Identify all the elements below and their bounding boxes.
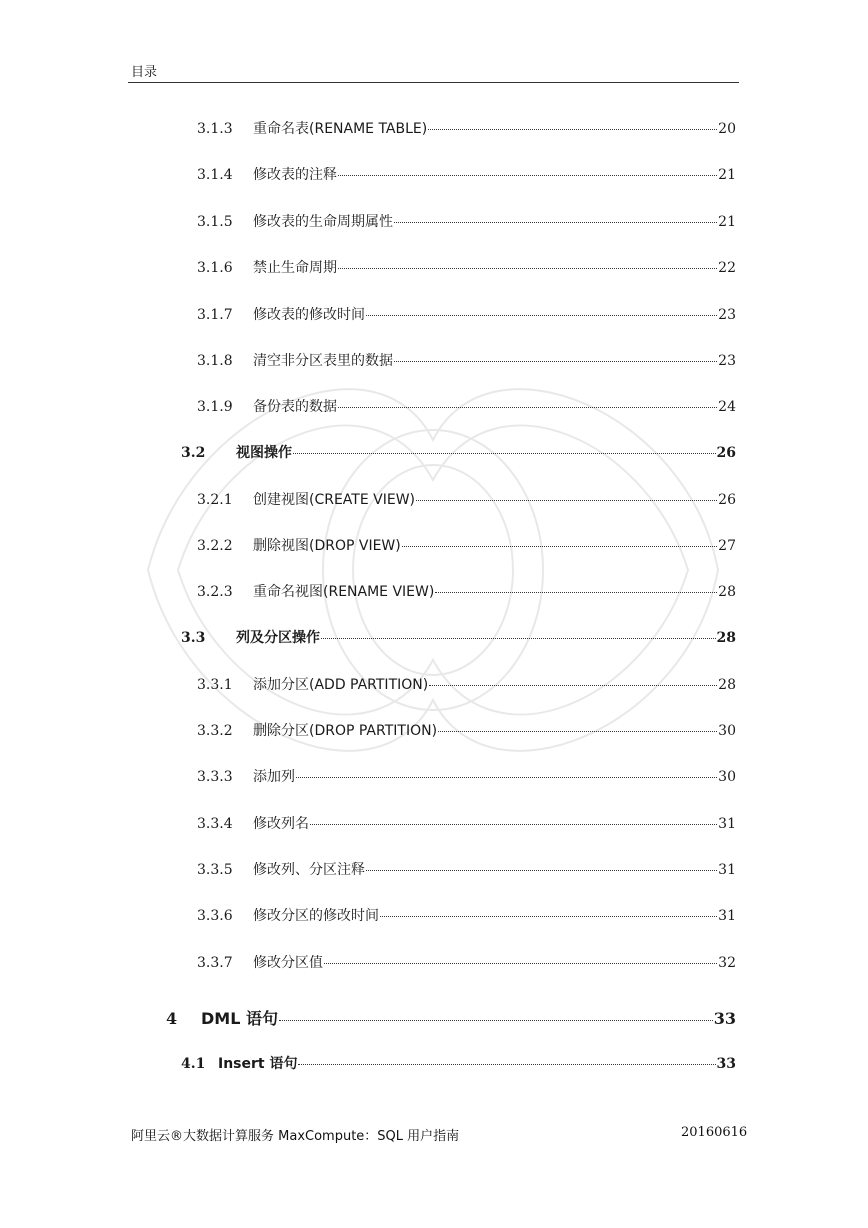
toc-entry-title: 添加列 (253, 769, 295, 785)
toc-dot-leader (429, 685, 717, 686)
toc-entry[interactable] (181, 442, 736, 462)
toc-entry-page: 28 (716, 630, 736, 646)
toc-entry-number: 3.1.7 (197, 307, 233, 323)
toc-entry-title: 添加分区(ADD PARTITION) (253, 677, 429, 693)
toc-entry[interactable] (197, 581, 736, 601)
toc-entry-page: 28 (718, 677, 736, 693)
toc-entry-page: 23 (718, 307, 736, 323)
page-header-title: 目录 (131, 65, 158, 80)
toc-entry-title: 修改表的生命周期属性 (253, 214, 393, 230)
toc-entry-number: 3.3.7 (197, 955, 233, 971)
toc-entry[interactable] (197, 952, 736, 972)
toc-entry-number: 3.1.4 (197, 167, 233, 183)
toc-entry-title: 创建视图(CREATE VIEW) (253, 492, 416, 508)
toc-entry-title: 修改分区的修改时间 (253, 908, 379, 924)
toc-entry-number: 3.3.1 (197, 677, 233, 693)
toc-entry[interactable] (166, 1006, 736, 1029)
header-divider (128, 82, 739, 83)
toc-entry[interactable] (181, 627, 736, 647)
toc-dot-leader (366, 870, 717, 871)
toc-entry-title: 清空非分区表里的数据 (253, 353, 393, 369)
toc-dot-leader (324, 963, 717, 964)
toc-entry-number: 3.1.8 (197, 353, 233, 369)
toc-entry[interactable] (197, 720, 736, 740)
toc-entry-page: 26 (716, 445, 736, 461)
toc-entry[interactable] (197, 164, 736, 184)
toc-dot-leader (310, 824, 717, 825)
toc-entry-number: 4 (166, 1009, 178, 1028)
toc-dot-leader (416, 500, 717, 501)
toc-entry-page: 31 (718, 816, 736, 832)
toc-entry-page: 32 (718, 955, 736, 971)
toc-entry-number: 3.3.5 (197, 862, 233, 878)
toc-entry-page: 28 (718, 584, 736, 600)
toc-entry-page: 21 (718, 167, 736, 183)
toc-entry-page: 24 (718, 399, 736, 415)
footer-date: 20160616 (681, 1125, 748, 1140)
toc-entry-title: 删除分区(DROP PARTITION) (253, 723, 438, 739)
toc-entry[interactable] (197, 813, 736, 833)
toc-entry-number: 3.1.3 (197, 121, 233, 137)
toc-entry-number: 4.1 (181, 1056, 206, 1072)
toc-entry-title: 删除视图(DROP VIEW) (253, 538, 401, 554)
toc-dot-leader (435, 592, 717, 593)
toc-entry[interactable] (197, 350, 736, 370)
toc-entry-page: 26 (718, 492, 736, 508)
toc-entry-number: 3.3.6 (197, 908, 233, 924)
toc-entry-title: 列及分区操作 (236, 630, 320, 646)
toc-entry[interactable] (197, 674, 736, 694)
toc-entry-number: 3.3.2 (197, 723, 233, 739)
toc-entry-number: 3.1.5 (197, 214, 233, 230)
toc-entry[interactable] (197, 118, 736, 138)
toc-entry-title: 备份表的数据 (253, 399, 337, 415)
toc-entry-title: 重命名视图(RENAME VIEW) (253, 584, 435, 600)
toc-entry-number: 3.1.9 (197, 399, 233, 415)
toc-entry-title: DML 语句 (201, 1009, 278, 1028)
toc-dot-leader (279, 1020, 713, 1021)
toc-entry[interactable] (197, 766, 736, 786)
toc-entry-page: 31 (718, 862, 736, 878)
toc-entry[interactable] (197, 489, 736, 509)
toc-dot-leader (321, 638, 716, 639)
toc-entry-number: 3.3.3 (197, 769, 233, 785)
toc-dot-leader (338, 407, 717, 408)
toc-dot-leader (366, 315, 717, 316)
toc-entry-number: 3.1.6 (197, 260, 233, 276)
toc-dot-leader (394, 222, 717, 223)
toc-entry-page: 30 (718, 769, 736, 785)
toc-entry-number: 3.2.3 (197, 584, 233, 600)
toc-entry[interactable] (197, 535, 736, 555)
toc-entry-title: 重命名表(RENAME TABLE) (253, 121, 428, 137)
toc-entry-title: 修改列名 (253, 816, 309, 832)
toc-dot-leader (296, 777, 717, 778)
toc-entry-number: 3.3.4 (197, 816, 233, 832)
toc-entry[interactable] (197, 859, 736, 879)
toc-entry-title: 修改表的修改时间 (253, 307, 365, 323)
toc-entry-page: 33 (716, 1056, 736, 1072)
toc-entry-number: 3.2.1 (197, 492, 233, 508)
toc-entry-number: 3.2 (181, 445, 206, 461)
toc-entry-page: 30 (718, 723, 736, 739)
toc-entry-title: Insert 语句 (218, 1056, 298, 1072)
toc-entry-page: 23 (718, 353, 736, 369)
toc-entry-page: 20 (718, 121, 736, 137)
toc-entry[interactable] (197, 257, 736, 277)
toc-entry-number: 3.2.2 (197, 538, 233, 554)
toc-dot-leader (428, 129, 717, 130)
toc-entry-title: 修改列、分区注释 (253, 862, 365, 878)
toc-entry-page: 27 (718, 538, 736, 554)
toc-dot-leader (402, 546, 717, 547)
toc-entry-page: 31 (718, 908, 736, 924)
toc-entry-title: 修改分区值 (253, 955, 323, 971)
toc-entry[interactable] (197, 211, 736, 231)
toc-dot-leader (298, 1064, 715, 1065)
toc-entry-page: 33 (713, 1009, 736, 1028)
toc-dot-leader (338, 175, 717, 176)
toc-entry-title: 修改表的注释 (253, 167, 337, 183)
toc-entry[interactable] (197, 396, 736, 416)
toc-dot-leader (394, 361, 717, 362)
toc-entry-title: 视图操作 (236, 445, 292, 461)
toc-entry[interactable] (181, 1053, 736, 1073)
toc-entry[interactable] (197, 304, 736, 324)
toc-entry-title: 禁止生命周期 (253, 260, 337, 276)
toc-entry-page: 22 (718, 260, 736, 276)
toc-dot-leader (380, 916, 717, 917)
toc-entry-number: 3.3 (181, 630, 206, 646)
toc-dot-leader (293, 453, 716, 454)
footer-doc-title: 阿里云®大数据计算服务 MaxCompute：SQL 用户指南 (131, 1129, 460, 1144)
toc-entry-page: 21 (718, 214, 736, 230)
toc-dot-leader (438, 731, 717, 732)
toc-dot-leader (338, 268, 717, 269)
toc-entry[interactable] (197, 905, 736, 925)
